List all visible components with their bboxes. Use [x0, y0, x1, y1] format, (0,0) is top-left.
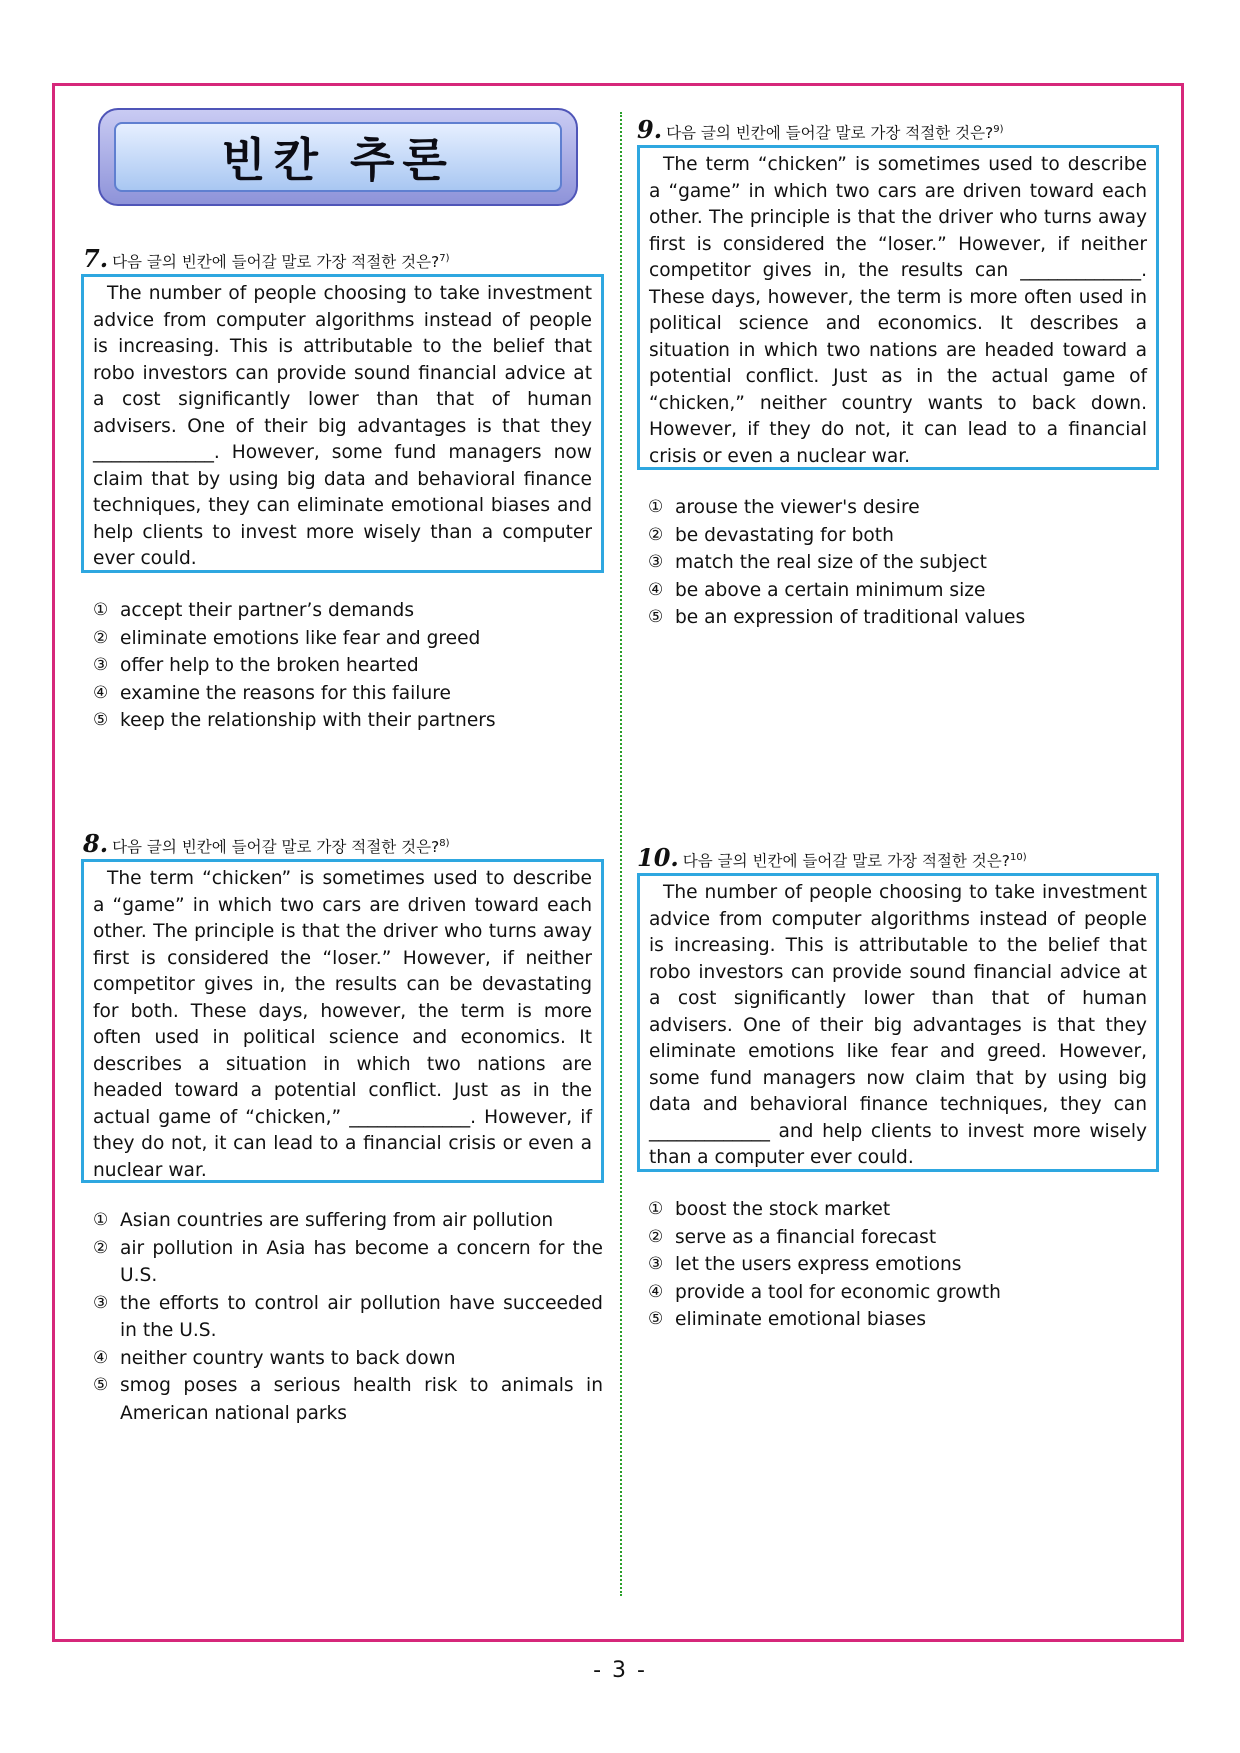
question-8-header	[83, 829, 450, 858]
question-10-options	[648, 1196, 1158, 1334]
option-5[interactable]	[93, 707, 603, 735]
option-text: keep the relationship with their partners	[120, 710, 496, 731]
option-4[interactable]	[648, 1279, 1158, 1307]
option-2[interactable]	[93, 625, 603, 653]
option-mark: ②	[648, 524, 664, 545]
question-9-header	[637, 115, 1004, 144]
option-text: air pollution in Asia has become a concern for the U.S.	[120, 1237, 603, 1286]
question-number: 8.	[83, 829, 109, 858]
option-mark: ④	[93, 682, 109, 703]
section-title-plaque	[98, 108, 578, 206]
option-text: eliminate emotional biases	[675, 1309, 927, 1330]
passage-text: The number of people choosing to take investment advice from computer algorithms instead of people is increasing. This is attributable to the belief that robo investors can provide sound financial advice at a cost significantly lower than that of human advisers. One of their big advantages is that they _____________. However, some fund managers now claim that by using big data and behavioral finance techniques, they can eliminate emotional biases and help clients to invest more wisely than a computer ever could.	[93, 283, 592, 569]
option-2[interactable]	[648, 1224, 1158, 1252]
option-mark: ②	[93, 627, 109, 648]
option-mark: ④	[648, 579, 664, 600]
question-7-passage	[81, 274, 604, 573]
option-5[interactable]	[648, 1306, 1158, 1334]
question-7-header	[83, 244, 450, 273]
option-text: serve as a financial forecast	[675, 1226, 937, 1248]
option-2[interactable]	[93, 1235, 603, 1290]
option-3[interactable]	[648, 549, 1158, 577]
option-2[interactable]	[648, 522, 1158, 550]
option-text: accept their partner’s demands	[120, 600, 415, 621]
passage-text: The term “chicken” is sometimes used to describe a “game” in which two cars are driven toward each other. The principle is that the driver who turns away first is considered the “loser.” However, if neither competitor gives in, the results can _____________. These days, however, the term is more often used in political science and economics. It describes a situation in which two nations are headed toward a potential conflict. Just as in the actual game of “chicken,” neither country wants to back down. However, if they do not, it can lead to a financial crisis or even a nuclear war.	[649, 154, 1147, 467]
option-text: eliminate emotions like fear and greed	[120, 627, 481, 649]
column-divider	[620, 112, 622, 1596]
question-8-options	[93, 1207, 603, 1427]
option-text: be above a certain minimum size	[675, 579, 986, 601]
option-mark: ③	[648, 552, 664, 572]
option-text: provide a tool for economic growth	[675, 1281, 1001, 1303]
option-text: be devastating for both	[675, 524, 894, 546]
option-mark: ⑤	[93, 710, 109, 730]
footnote-ref: 7)	[439, 252, 450, 264]
footnote-ref: 10)	[1009, 851, 1027, 863]
option-text: the efforts to control air pollution have succeeded in the U.S.	[120, 1292, 603, 1341]
question-number: 7.	[83, 244, 109, 273]
option-mark: ⑤	[648, 1309, 664, 1329]
question-number: 9.	[637, 115, 663, 144]
option-text: boost the stock market	[675, 1199, 891, 1220]
question-prompt: 다음 글의 빈칸에 들어갈 말로 가장 적절한 것은?	[112, 253, 440, 271]
option-mark: ①	[648, 1199, 664, 1219]
passage-text: The number of people choosing to take investment advice from computer algorithms instead of people is increasing. This is attributable to the belief that robo investors can provide sound financial advice at a cost significantly lower than that of human advisers. One of their big advantages is that they eliminate emotions like fear and greed. However, some fund managers now claim that by using big data and behavioral finance techniques, they can _____________ and help clients to invest more wisely than a computer ever could.	[649, 882, 1147, 1168]
question-9-options	[648, 494, 1158, 632]
option-mark: ④	[93, 1347, 109, 1368]
question-8-passage	[81, 859, 604, 1183]
option-1[interactable]	[648, 494, 1158, 522]
option-mark: ②	[648, 1226, 664, 1247]
option-5[interactable]	[93, 1372, 603, 1427]
option-3[interactable]	[648, 1251, 1158, 1279]
option-text: arouse the viewer's desire	[675, 497, 920, 518]
option-text: neither country wants to back down	[120, 1347, 456, 1369]
option-4[interactable]	[93, 680, 603, 708]
question-10-header	[637, 843, 1027, 872]
section-title-panel	[114, 122, 562, 192]
option-1[interactable]	[93, 1207, 603, 1235]
option-3[interactable]	[93, 652, 603, 680]
option-mark: ①	[648, 497, 664, 517]
footnote-ref: 9)	[993, 123, 1004, 135]
question-10-passage	[637, 873, 1159, 1172]
footnote-ref: 8)	[439, 837, 450, 849]
page-number: - 3 -	[593, 1658, 647, 1683]
option-3[interactable]	[93, 1290, 603, 1345]
option-4[interactable]	[648, 577, 1158, 605]
option-mark: ③	[648, 1254, 664, 1274]
question-prompt: 다음 글의 빈칸에 들어갈 말로 가장 적절한 것은?	[682, 852, 1010, 870]
option-text: let the users express emotions	[675, 1254, 962, 1275]
option-text: examine the reasons for this failure	[120, 682, 451, 704]
option-mark: ①	[93, 1210, 109, 1230]
option-mark: ④	[648, 1281, 664, 1302]
option-5[interactable]	[648, 604, 1158, 632]
option-text: be an expression of traditional values	[675, 607, 1026, 628]
question-prompt: 다음 글의 빈칸에 들어갈 말로 가장 적절한 것은?	[666, 124, 994, 142]
option-1[interactable]	[648, 1196, 1158, 1224]
option-mark: ③	[93, 655, 109, 675]
option-text: match the real size of the subject	[675, 552, 987, 573]
option-text: Asian countries are suffering from air pollution	[120, 1210, 554, 1231]
question-prompt: 다음 글의 빈칸에 들어갈 말로 가장 적절한 것은?	[112, 838, 440, 856]
option-mark: ⑤	[93, 1375, 109, 1395]
option-text: offer help to the broken hearted	[120, 655, 419, 676]
section-title: 빈칸 추론	[221, 133, 455, 187]
option-text: smog poses a serious health risk to animals in American national parks	[120, 1375, 603, 1424]
option-1[interactable]	[93, 597, 603, 625]
option-mark: ②	[93, 1237, 109, 1258]
option-mark: ①	[93, 600, 109, 620]
question-number: 10.	[637, 843, 679, 872]
question-9-passage	[637, 145, 1159, 470]
passage-text: The term “chicken” is sometimes used to describe a “game” in which two cars are driven toward each other. The principle is that the driver who turns away first is considered the “loser.” However, if neither competitor gives in, the results can be devastating for both. These days, however, the term is more often used in political science and economics. It describes a situation in which two nations are headed toward a potential conflict. Just as in the actual game of “chicken,” _____________. However, if they do not, it can lead to a financial crisis or even a nuclear war.	[93, 868, 592, 1181]
question-7-options	[93, 597, 603, 735]
option-4[interactable]	[93, 1345, 603, 1373]
option-mark: ③	[93, 1292, 109, 1313]
option-mark: ⑤	[648, 607, 664, 627]
